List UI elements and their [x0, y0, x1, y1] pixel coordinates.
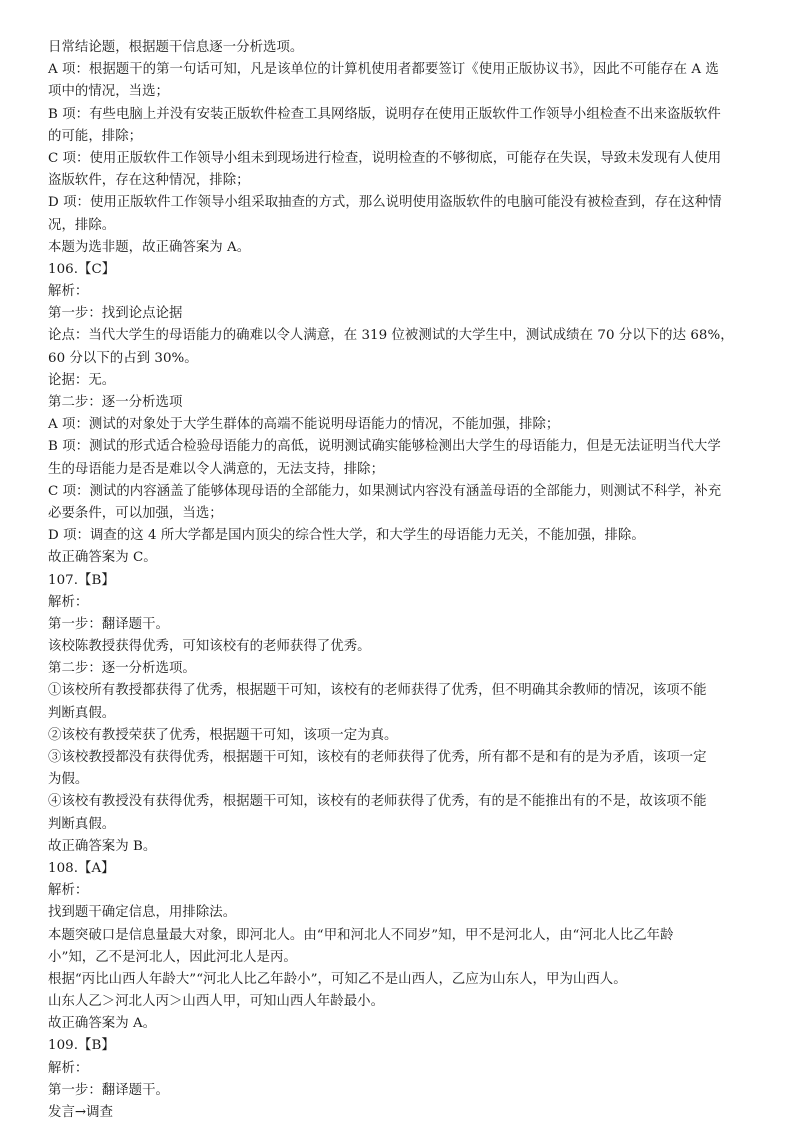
text-line: 根据“丙比山西人年龄大”“河北人比乙年龄小”，可知乙不是山西人，乙应为山东人，甲为山西人。: [48, 971, 627, 987]
text-line: 生的母语能力是否是难以令人满意的，无法支持，排除；: [48, 461, 385, 477]
text-line: 第二步：逐一分析选项。: [48, 661, 196, 677]
text-line: D 项：使用正版软件工作领导小组采取抽查的方式，那么说明使用盗版软件的电脑可能没有被检查到，存在这种情: [48, 195, 722, 211]
text-line: 第一步：找到论点论据: [48, 306, 183, 322]
text-line: C 项：使用正版软件工作领导小组未到现场进行检查，说明检查的不够彻底，可能存在失误，导致未发现有人使用: [48, 150, 722, 166]
text-line: 发言→调查: [48, 1105, 114, 1120]
text-line: B 项：有些电脑上并没有安装正版软件检查工具网络版，说明存在使用正版软件工作领导小组检查不出来盗版软件: [48, 106, 721, 122]
text-line: 小”知，乙不是河北人，因此河北人是丙。: [48, 949, 297, 965]
analysis-label: 解析：: [48, 284, 89, 300]
text-line: 第一步：翻译题干。: [48, 616, 169, 632]
text-line: 山东人乙＞河北人丙＞山西人甲，可知山西人年龄最小。: [48, 994, 385, 1010]
question-number: 107.【B】: [48, 572, 115, 588]
text-line: 日常结论题，根据题干信息逐一分析选项。: [48, 40, 304, 55]
analysis-label: 解析：: [48, 594, 89, 610]
text-line: D 项：调查的这 4 所大学都是国内顶尖的综合性大学，和大学生的母语能力无关，不能加强，排除。: [48, 528, 645, 544]
question-number: 108.【A】: [48, 860, 115, 876]
text-line: 论点：当代大学生的母语能力的确难以令人满意，在 319 位被测试的大学生中，测试成绩在 70 分以下的达 68%，: [48, 328, 734, 344]
text-line: 该校陈教授获得优秀，可知该校有的老师获得了优秀。: [48, 639, 371, 655]
text-line: 判断真假。: [48, 816, 116, 832]
text-line: 盗版软件，存在这种情况，排除；: [48, 173, 250, 189]
text-line: ③该校教授都没有获得优秀，根据题干可知，该校有的老师获得了优秀，所有都不是和有的是为矛盾，该项一定: [48, 750, 707, 765]
text-line: 况，排除。: [48, 217, 116, 233]
text-line: C 项：测试的内容涵盖了能够体现母语的全部能力，如果测试内容没有涵盖母语的全部能力，则测试不科学，补充: [48, 483, 722, 499]
analysis-label: 解析：: [48, 883, 89, 899]
answer-line: 本题为选非题，故正确答案为 A。: [48, 239, 251, 255]
answer-line: 故正确答案为 B。: [48, 838, 157, 854]
text-line: 的可能，排除；: [48, 128, 143, 144]
text-line: 必要条件，可以加强，当选；: [48, 505, 223, 521]
question-number: 109.【B】: [48, 1038, 115, 1054]
text-line: 60 分以下的占到 30%。: [48, 350, 198, 366]
text-line: A 项：测试的对象处于大学生群体的高端不能说明母语能力的情况，不能加强，排除；: [48, 417, 560, 433]
document-page: [48, 37, 754, 1124]
text-line: ①该校所有教授都获得了优秀，根据题干可知，该校有的老师获得了优秀，但不明确其余教师的情况，该项不能: [48, 683, 707, 699]
text-line: 论据：无。: [48, 372, 116, 388]
text-line: 项中的情况，当选；: [48, 84, 169, 100]
analysis-label: 解析：: [48, 1060, 89, 1076]
answer-line: 故正确答案为 A。: [48, 1016, 157, 1032]
text-line: 判断真假。: [48, 705, 116, 721]
answer-line: 故正确答案为 C。: [48, 550, 157, 566]
text-line: 找到题干确定信息，用排除法。: [48, 905, 237, 921]
text-line: 第二步：逐一分析选项: [48, 395, 183, 410]
question-number: 106.【C】: [48, 261, 116, 277]
text-line: 本题突破口是信息量最大对象，即河北人。由“甲和河北人不同岁”知，甲不是河北人，由“河北人比乙年龄: [48, 927, 674, 943]
text-line: A 项：根据题干的第一句话可知，凡是该单位的计算机使用者都要签订《使用正版协议书》，因此不可能存在 A 选: [48, 62, 719, 78]
text-line: ④该校有教授没有获得优秀，根据题干可知，该校有的老师获得了优秀，有的是不能推出有的不是，故该项不能: [48, 794, 707, 810]
text-line: ②该校有教授荣获了优秀，根据题干可知，该项一定为真。: [48, 727, 398, 743]
text-line: 为假。: [48, 772, 89, 788]
text-line: B 项：测试的形式适合检验母语能力的高低，说明测试确实能够检测出大学生的母语能力，但是无法证明当代大学: [48, 439, 721, 455]
text-line: 第一步：翻译题干。: [48, 1082, 169, 1098]
